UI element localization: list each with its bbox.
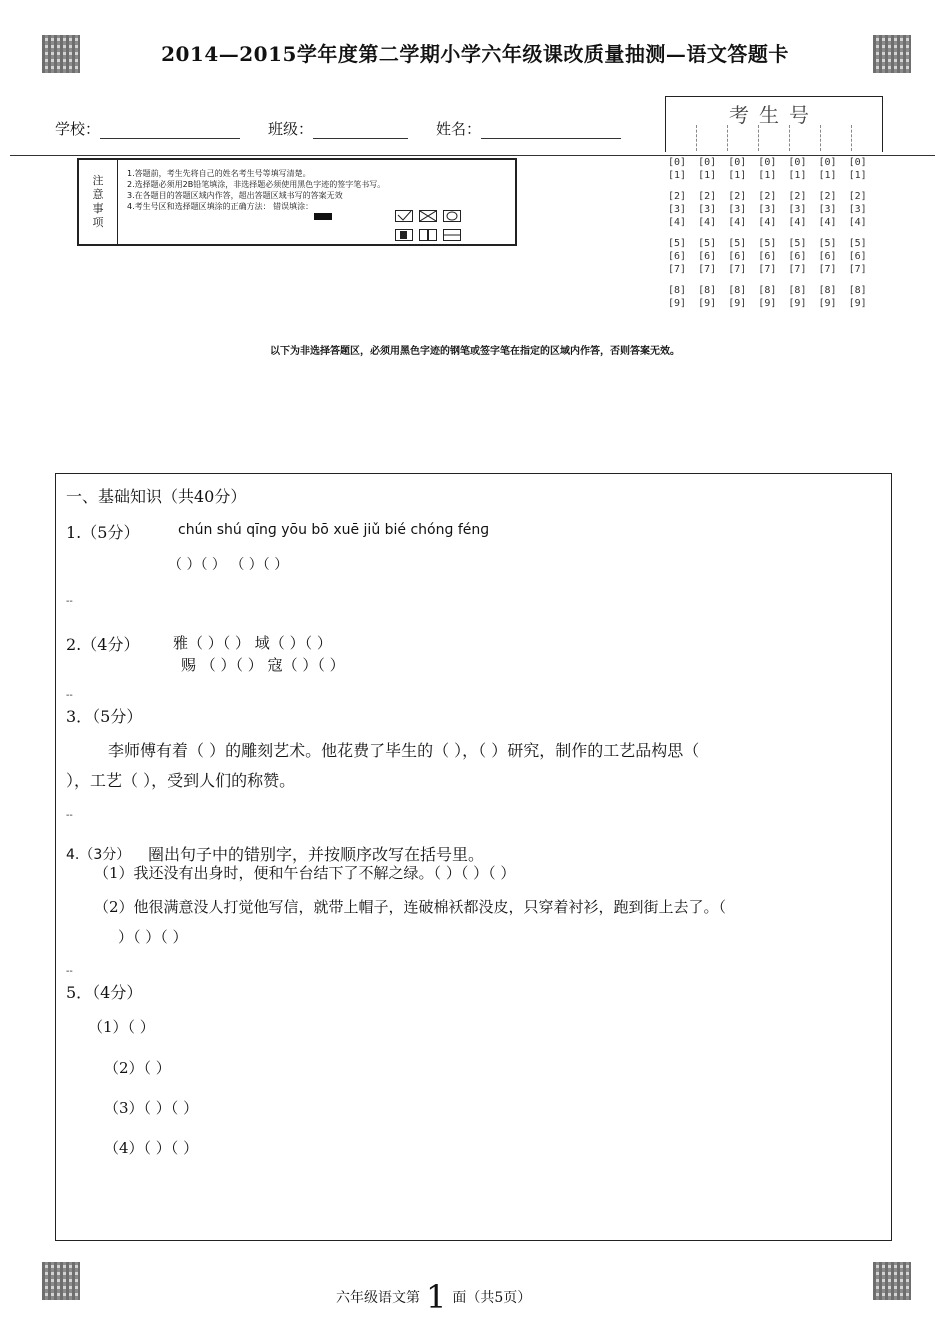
bubble-row[interactable]: [5] [5] [5] [5] [5] [5] [5] xyxy=(668,238,867,249)
wrong-line-mark xyxy=(419,229,437,241)
q4-number: 4.（3分） xyxy=(66,847,131,863)
wrong-cross-mark xyxy=(419,210,437,222)
q2-line-2[interactable]: 赐 （ ）（ ） 寇（ ）（ ） xyxy=(181,656,345,674)
q3-line-1[interactable]: 李师傅有着（ ）的雕刻艺术。他花费了毕生的（ ），（ ）研究，制作的工艺品构思（ xyxy=(108,741,700,760)
section-title: 一、基础知识（共40分） xyxy=(66,487,247,506)
footer-prefix: 六年级语文第 xyxy=(336,1290,420,1306)
class-label: 班级： xyxy=(268,120,314,138)
q3-number: 3．（5分） xyxy=(66,707,143,726)
q2-line-1[interactable]: 雅（ ）（ ） 域（ ）（ ） xyxy=(173,634,332,652)
name-line[interactable] xyxy=(481,122,621,139)
correct-mark-example xyxy=(314,213,332,220)
q4-sentence-1[interactable]: （1）我还没有出身时，便和午台结下了不解之绿。（ ）（ ）（ ） xyxy=(94,864,516,882)
student-id-cell[interactable] xyxy=(852,125,882,151)
q4-prompt: 圈出句子中的错别字，并按顺序改写在括号里。 xyxy=(148,845,485,864)
q5-answer-1[interactable]: （1）（ ） xyxy=(88,1018,155,1036)
bubble-row[interactable]: [7] [7] [7] [7] [7] [7] [7] xyxy=(668,264,867,275)
bubble-gap xyxy=(668,229,867,237)
notice-text xyxy=(127,168,385,212)
bubble-row[interactable]: [2] [2] [2] [2] [2] [2] [2] xyxy=(668,191,867,202)
wrong-marks-row-2 xyxy=(395,229,467,241)
bubble-row[interactable]: [3] [3] [3] [3] [3] [3] [3] xyxy=(668,204,867,215)
wrong-marks-row-1 xyxy=(395,210,467,222)
bubble-row[interactable]: [0] [0] [0] [0] [0] [0] [0] xyxy=(668,157,867,168)
footer-page-number: 1 xyxy=(426,1278,447,1316)
name-label: 姓名： xyxy=(436,120,482,138)
school-line[interactable] xyxy=(100,122,240,139)
separator-dash: -- xyxy=(66,690,73,701)
school-label: 学校： xyxy=(55,120,101,138)
q4-sentence-2-blanks[interactable]: ）（ ）（ ） xyxy=(118,928,188,946)
q5-answer-2[interactable]: （2）（ ） xyxy=(104,1059,171,1077)
student-id-title: 考生号 xyxy=(729,103,819,127)
q3-line-2[interactable]: ），工艺（ ），受到人们的称赞。 xyxy=(66,771,296,790)
page-footer xyxy=(336,1278,531,1316)
student-id-cell[interactable] xyxy=(697,125,728,151)
student-id-cell[interactable] xyxy=(666,125,697,151)
answer-area xyxy=(55,473,892,1241)
separator-dash: -- xyxy=(66,966,73,977)
bubble-gap xyxy=(668,276,867,284)
instruction-text: 以下为非选择答题区，必须用黑色字迹的钢笔或签字笔在指定的区域内作答，否则答案无效。 xyxy=(270,346,680,357)
notice-line-3: 3.在各题目的答题区域内作答，超出答题区域书写的答案无效 xyxy=(127,191,343,200)
student-id-box xyxy=(665,96,883,152)
name-field xyxy=(436,118,621,139)
wrong-dash-mark xyxy=(443,229,461,241)
bubble-row[interactable]: [1] [1] [1] [1] [1] [1] [1] xyxy=(668,170,867,181)
bubble-row[interactable]: [9] [9] [9] [9] [9] [9] [9] xyxy=(668,298,867,309)
q4-sentence-2[interactable]: （2）他很满意没人打觉他写信，就带上帽子，连破棉袄都没皮，只穿着衬衫，跑到街上去了。（ xyxy=(94,898,727,916)
q2-number: 2.（4分） xyxy=(66,635,140,654)
notice-line-4: 4.考生号区和选择题区填涂的正确方法： 错误填涂： xyxy=(127,202,314,211)
student-id-cell[interactable] xyxy=(728,125,759,151)
wrong-check-mark xyxy=(395,210,413,222)
q1-pinyin: chún shú qīnɡ yōu bō xuē jiǔ bié chónɡ fénɡ xyxy=(178,522,490,538)
student-id-cell[interactable] xyxy=(821,125,852,151)
bubble-row[interactable]: [6] [6] [6] [6] [6] [6] [6] xyxy=(668,251,867,262)
student-id-cell[interactable] xyxy=(790,125,821,151)
separator-dash: -- xyxy=(66,596,73,607)
class-field xyxy=(268,118,408,139)
q5-answer-4[interactable]: （4）（ ）（ ） xyxy=(104,1139,199,1157)
school-field xyxy=(55,118,240,139)
page-title: 2014—2015学年度第二学期小学六年级课改质量抽测—语文答题卡 xyxy=(161,42,789,66)
wrong-partial-mark xyxy=(395,229,413,241)
separator-dash: -- xyxy=(66,810,73,821)
student-id-cell[interactable] xyxy=(759,125,790,151)
notice-label: 注意事项 xyxy=(79,160,118,244)
q1-blanks[interactable]: （ ）（ ） （ ）（ ） xyxy=(168,557,289,573)
notice-line-2: 2.选择题必须用2B铅笔填涂，非选择题必须使用黑色字迹的签字笔书写。 xyxy=(127,180,386,189)
bubble-gap xyxy=(668,182,867,190)
notice-line-1: 1.答题前，考生先将自己的姓名考生号等填写清楚。 xyxy=(127,169,311,178)
q1-number: 1.（5分） xyxy=(66,523,140,542)
corner-barcode-bottom-right xyxy=(873,1262,911,1300)
bubble-row[interactable]: [8] [8] [8] [8] [8] [8] [8] xyxy=(668,285,867,296)
student-id-bubbles[interactable] xyxy=(668,156,867,310)
q5-answer-3[interactable]: （3）（ ）（ ） xyxy=(104,1099,199,1117)
class-line[interactable] xyxy=(313,122,408,139)
footer-suffix: 面（共5页） xyxy=(452,1290,532,1306)
student-id-cells xyxy=(666,125,882,151)
q5-number: 5．（4分） xyxy=(66,983,143,1002)
corner-barcode-bottom-left xyxy=(42,1262,80,1300)
wrong-circle-mark xyxy=(443,210,461,222)
bubble-row[interactable]: [4] [4] [4] [4] [4] [4] [4] xyxy=(668,217,867,228)
